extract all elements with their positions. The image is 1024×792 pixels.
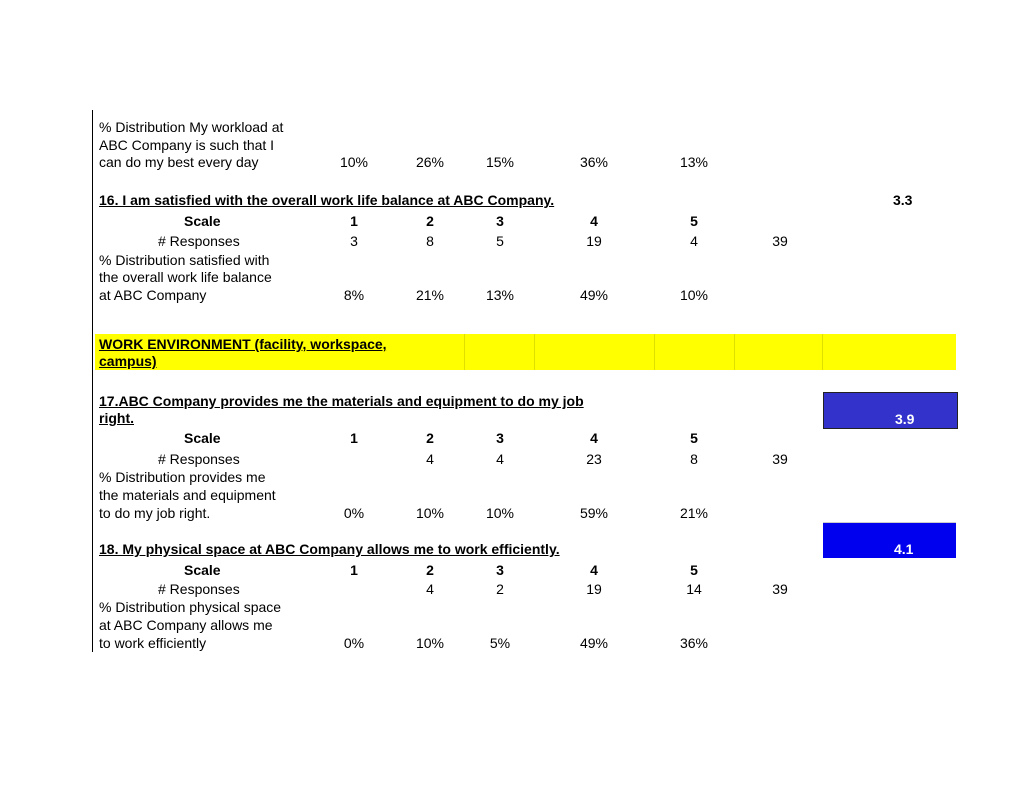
q16-pct-2: 21% (415, 287, 445, 303)
q17-scale-5: 5 (690, 430, 698, 446)
q17-resp-3: 4 (496, 451, 504, 467)
q17-score-box (823, 392, 958, 429)
q16-pct-5: 10% (679, 287, 709, 303)
q16-title: 16. I am satisfied with the overall work life balance at ABC Company. (99, 192, 555, 208)
q18-scale-4: 4 (590, 562, 598, 578)
section-title-line2: campus) (99, 353, 157, 369)
q18-pct-3: 5% (489, 635, 511, 651)
q16-pct-1: 8% (343, 287, 365, 303)
q17-distribution-label-line2: the materials and equipment (99, 487, 276, 503)
q18-distribution-label-line2: at ABC Company allows me (99, 617, 273, 633)
q16-resp-3: 5 (496, 233, 504, 249)
q17-pct-5: 21% (679, 505, 709, 521)
q18-distribution-label-line1: % Distribution physical space (99, 599, 282, 615)
q17-score: 3.9 (895, 411, 915, 427)
q17-scale-1: 1 (350, 430, 358, 446)
q17-resp-4: 23 (586, 451, 602, 467)
q17-pct-2: 10% (415, 505, 445, 521)
q18-pct-4: 49% (579, 635, 609, 651)
q18-score-box (823, 522, 956, 558)
q17-distribution-label-line3: to do my job right. (99, 505, 211, 521)
q16-scale-5: 5 (690, 213, 698, 229)
q16-score: 3.3 (893, 192, 913, 208)
q18-score: 4.1 (894, 541, 914, 557)
q18-distribution-label-line3: to work efficiently (99, 635, 207, 651)
cell-gridline (822, 334, 823, 370)
q15-pct-5: 13% (679, 154, 709, 170)
left-border-rule (92, 110, 93, 652)
q18-pct-2: 10% (415, 635, 445, 651)
q17-scale-3: 3 (496, 430, 504, 446)
q18-title: 18. My physical space at ABC Company allows me to work efficiently. (99, 541, 560, 557)
q18-scale-1: 1 (350, 562, 358, 578)
q16-scale-label: Scale (184, 213, 221, 229)
q18-resp-3: 2 (496, 581, 504, 597)
q18-pct-1: 0% (343, 635, 365, 651)
q16-distribution-label-line3: at ABC Company (99, 287, 207, 303)
q15-distribution-label-line3: can do my best every day (99, 154, 259, 170)
q17-scale-label: Scale (184, 430, 221, 446)
q17-total: 39 (772, 451, 788, 467)
q15-pct-4: 36% (579, 154, 609, 170)
q18-resp-5: 14 (686, 581, 702, 597)
q17-title-line2: right. (99, 410, 134, 426)
q17-distribution-label-line1: % Distribution provides me (99, 469, 266, 485)
cell-gridline (654, 334, 655, 370)
q16-resp-2: 8 (426, 233, 434, 249)
q18-pct-5: 36% (679, 635, 709, 651)
q17-pct-4: 59% (579, 505, 609, 521)
q15-distribution-label-line2: ABC Company is such that I (99, 137, 275, 153)
q16-resp-4: 19 (586, 233, 602, 249)
cell-gridline (734, 334, 735, 370)
q16-scale-1: 1 (350, 213, 358, 229)
q16-resp-5: 4 (690, 233, 698, 249)
q16-responses-label: # Responses (158, 233, 240, 249)
cell-gridline (464, 334, 465, 370)
q16-scale-2: 2 (426, 213, 434, 229)
q15-pct-2: 26% (415, 154, 445, 170)
q18-total: 39 (772, 581, 788, 597)
q17-scale-2: 2 (426, 430, 434, 446)
q17-pct-3: 10% (485, 505, 515, 521)
cell-gridline (534, 334, 535, 370)
q17-resp-2: 4 (426, 451, 434, 467)
q16-resp-1: 3 (350, 233, 358, 249)
q17-responses-label: # Responses (158, 451, 240, 467)
q16-scale-3: 3 (496, 213, 504, 229)
section-title-line1: WORK ENVIRONMENT (facility, workspace, (99, 336, 387, 352)
q18-scale-2: 2 (426, 562, 434, 578)
q16-pct-4: 49% (579, 287, 609, 303)
q18-resp-4: 19 (586, 581, 602, 597)
q18-scale-3: 3 (496, 562, 504, 578)
q18-scale-label: Scale (184, 562, 221, 578)
q17-scale-4: 4 (590, 430, 598, 446)
q17-title-line1: 17.ABC Company provides me the materials and equipment to do my job (99, 393, 584, 409)
q17-pct-1: 0% (343, 505, 365, 521)
q16-distribution-label-line1: % Distribution satisfied with (99, 252, 270, 268)
q16-scale-4: 4 (590, 213, 598, 229)
q18-scale-5: 5 (690, 562, 698, 578)
q16-distribution-label-line2: the overall work life balance (99, 269, 272, 285)
q16-pct-3: 13% (485, 287, 515, 303)
q15-pct-1: 10% (339, 154, 369, 170)
q18-responses-label: # Responses (158, 581, 240, 597)
q15-pct-3: 15% (485, 154, 515, 170)
q15-distribution-label-line1: % Distribution My workload at (99, 119, 284, 135)
q18-resp-2: 4 (426, 581, 434, 597)
q17-resp-5: 8 (690, 451, 698, 467)
q16-total: 39 (772, 233, 788, 249)
